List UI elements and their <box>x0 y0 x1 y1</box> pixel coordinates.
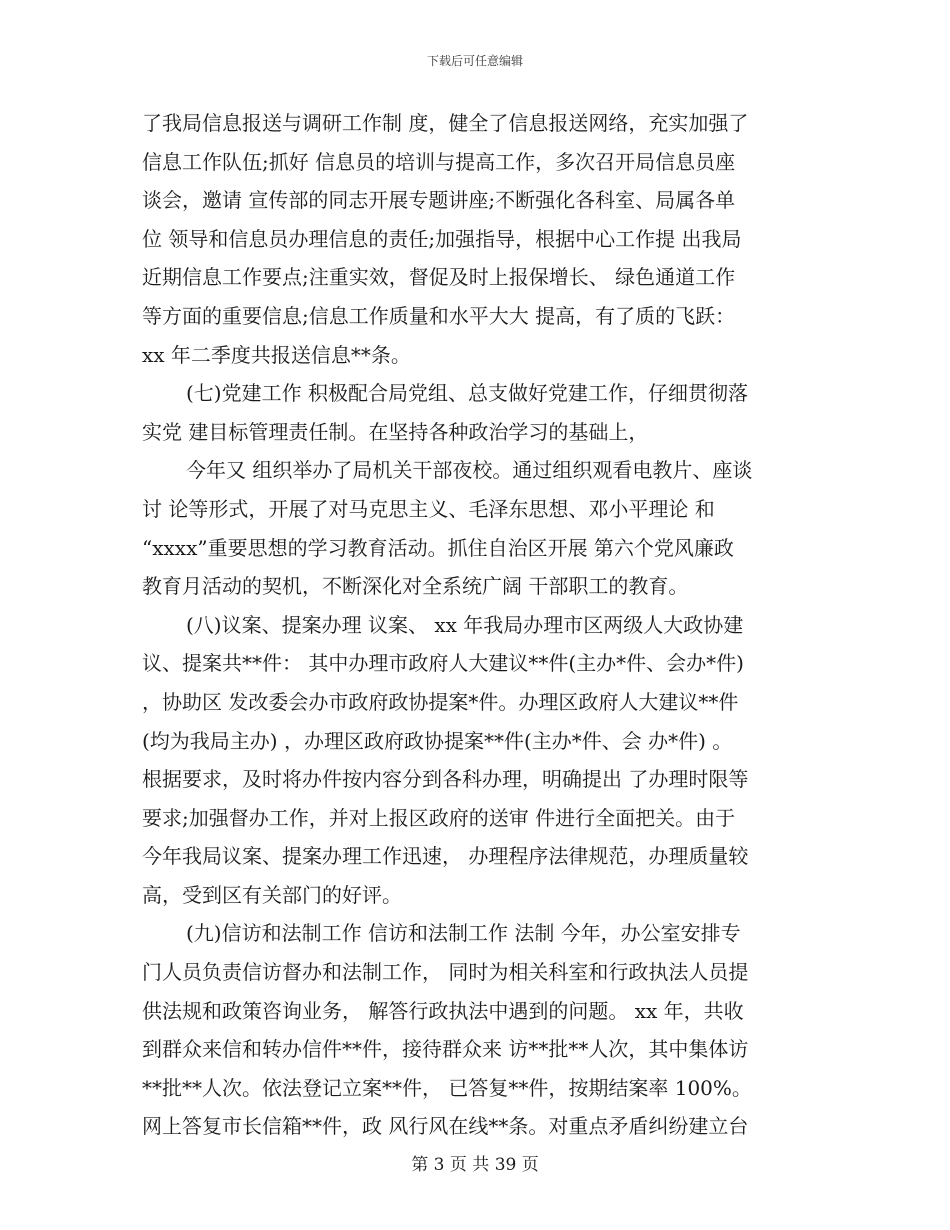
text-line: 教育月活动的契机，不断深化对全系统广阔 干部职工的教育。 <box>142 574 689 599</box>
section-heading-line: (九)信访和法制工作 信访和法制工作 法制 今年，办公室安排专 <box>186 921 741 946</box>
text-line: 高，受到区有关部门的好评。 <box>142 882 402 907</box>
text-line: **批**人次。依法登记立案**件， 已答复**件，按期结案率 100%。 <box>142 1075 752 1100</box>
text-line: 了我局信息报送与调研工作制 度，健全了信息报送网络，充实加强了 <box>142 111 749 135</box>
page-footer: 第 3 页 共 39 页 <box>411 1155 539 1175</box>
text-line: 要求;加强督办工作，并对上报区政府的送审 件进行全面把关。由于 <box>142 805 736 830</box>
section-heading-line: (七)党建工作 积极配合局党组、总支做好党建工作，仔细贯彻落 <box>186 381 748 406</box>
text-line: “xxxx”重要思想的学习教育活动。抓住自治区开展 第六个党风廉政 <box>142 535 734 560</box>
text-line: 等方面的重要信息;信息工作质量和水平大大 提高，有了质的飞跃： <box>142 303 736 328</box>
text-line: 今年我局议案、提案办理工作迅速， 办理程序法律规范，办理质量较 <box>142 844 749 869</box>
text-line: 信息工作队伍;抓好 信息员的培训与提高工作，多次召开局信息员座 <box>142 149 736 174</box>
page-header: 下载后可任意编辑 <box>426 54 523 68</box>
section-heading-line: (八)议案、提案办理 议案、 xx 年我局办理市区两级人大政协建 <box>186 612 744 637</box>
text-line: 到群众来信和转办信件**件，接待群众来 访**批**人次，其中集体访 <box>142 1037 749 1062</box>
paragraph-start-line: 今年又 组织举办了局机关干部夜校。通过组织观看电教片、座谈 <box>186 458 753 483</box>
text-line: 近期信息工作要点;注重实效，督促及时上报保增长、 绿色通道工作 <box>142 265 736 290</box>
text-line: ，协助区 发改委会办市政府政协提案*件。办理区政府人大建议**件 <box>142 689 739 714</box>
text-line: (均为我局主办) ，办理区政府政协提案**件(主办*件、会 办*件) 。 <box>142 728 733 753</box>
text-line: 议、提案共**件： 其中办理市政府人大建议**件(主办*件、会办*件) <box>142 651 744 676</box>
text-line: 门人员负责信访督办和法制工作， 同时为相关科室和行政执法人员提 <box>142 960 749 985</box>
text-line: 供法规和政策咨询业务， 解答行政执法中遇到的问题。 xx 年，共收 <box>142 998 744 1023</box>
document-body <box>142 104 822 1146</box>
text-line: xx 年二季度共报送信息**条。 <box>142 342 411 367</box>
text-line: 谈会，邀请 宣传部的同志开展专题讲座;不断强化各科室、局属各单 <box>142 188 736 213</box>
text-line: 讨 论等形式，开展了对马克思主义、毛泽东思想、邓小平理论 和 <box>142 496 715 521</box>
text-line: 网上答复市长信箱**件，政 风行风在线**条。对重点矛盾纠纷建立台 <box>142 1114 749 1139</box>
text-line: 实党 建目标管理责任制。在坚持各种政治学习的基础上， <box>142 419 649 444</box>
text-line: 根据要求，及时将办件按内容分到各科办理，明确提出 了办理时限等 <box>142 767 749 792</box>
text-line: 位 领导和信息员办理信息的责任;加强指导，根据中心工作提 出我局 <box>142 226 742 251</box>
